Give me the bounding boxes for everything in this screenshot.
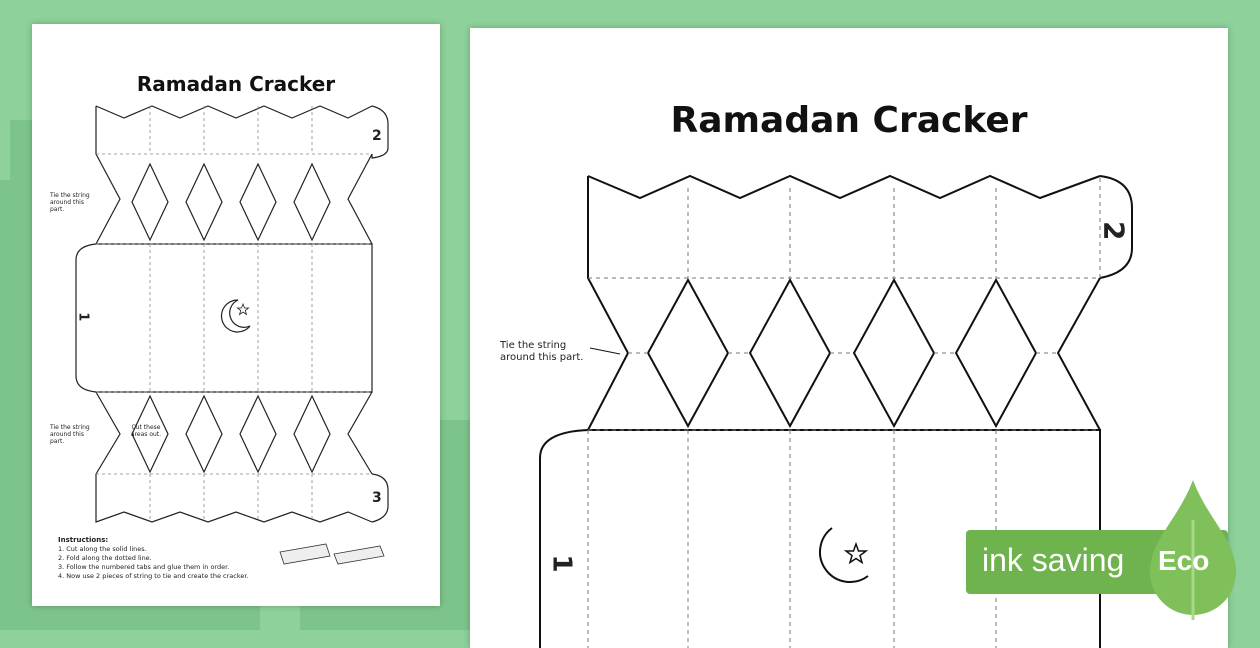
eco-label: Eco: [1158, 545, 1210, 576]
instruction-step: 3. Follow the numbered tabs and glue them in order.: [58, 562, 230, 571]
tab-number-3: 3: [372, 490, 382, 506]
tab-number-2: 2: [1097, 221, 1131, 241]
instructions: [58, 536, 278, 581]
instruction-step: 1. Cut along the solid lines.: [58, 545, 147, 554]
page-title: Ramadan Cracker: [136, 72, 336, 96]
tie-string-label: Tie the string around this part.: [500, 340, 584, 363]
cracker-diagram-icons: [276, 532, 386, 572]
tie-string-label: Tie the string around this part.: [50, 192, 90, 214]
instructions-heading: Instructions:: [58, 536, 109, 544]
crescent-star-icon: [820, 528, 868, 582]
crescent-star-icon: [222, 300, 250, 332]
tab-number-1: 1: [546, 554, 577, 573]
tie-string-label: Tie the string around this part.: [50, 424, 90, 446]
cut-out-label: Cut these areas out.: [130, 424, 162, 439]
tab-number-1: 1: [75, 312, 91, 322]
tab-number-2: 2: [372, 128, 382, 144]
cracker-net-small: [32, 24, 440, 606]
worksheet-preview-small: [32, 24, 440, 606]
instruction-step: 4. Now use 2 pieces of string to tie and create the cracker.: [58, 571, 249, 580]
page-title: Ramadan Cracker: [670, 100, 1028, 141]
ink-saving-text: ink saving: [982, 542, 1125, 578]
instruction-step: 2. Fold along the dotted line.: [58, 554, 152, 563]
